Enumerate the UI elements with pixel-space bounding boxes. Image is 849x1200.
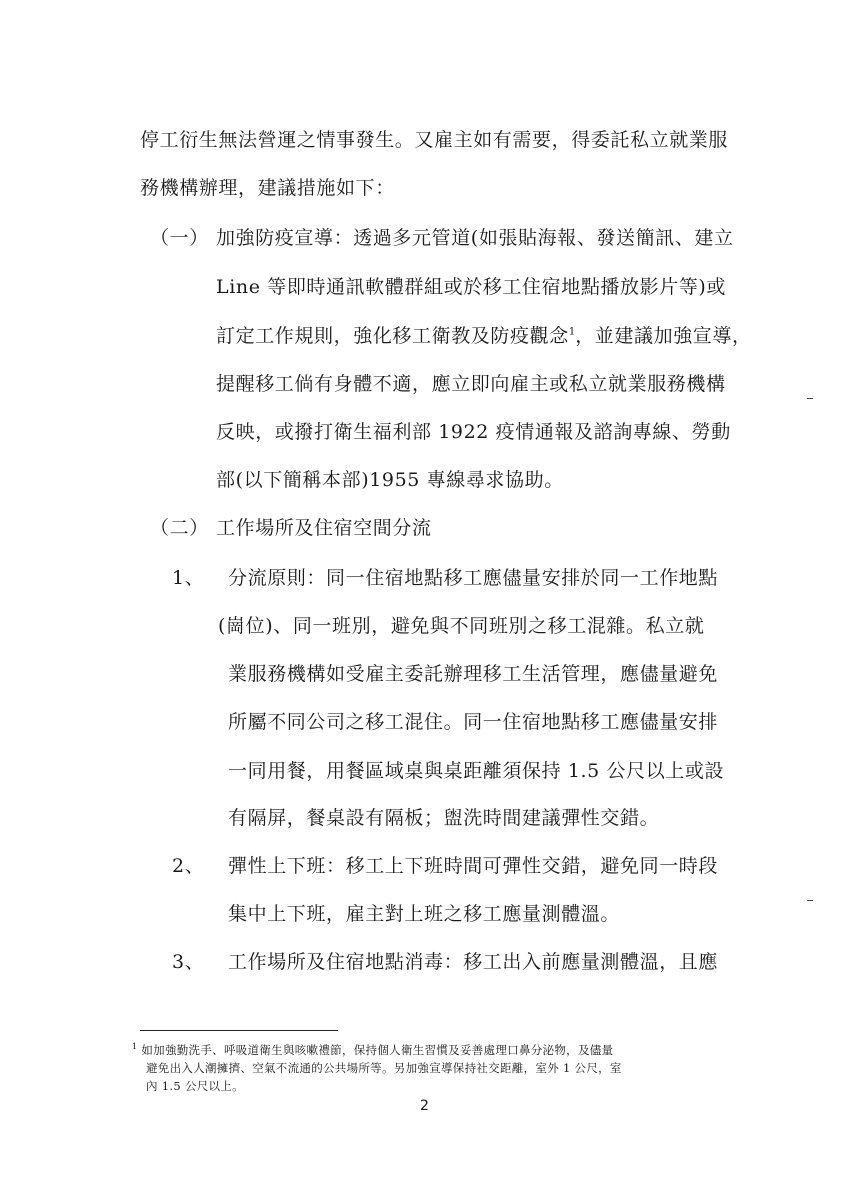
item-2-marker: 2、	[172, 855, 205, 877]
item-2-line-1: 彈性上下班：移工上下班時間可彈性交錯，避免同一時段	[228, 855, 719, 877]
item-1-line-6: 有隔屏，餐桌設有隔板；盥洗時間建議彈性交錯。	[228, 807, 660, 829]
footnote-divider	[140, 1030, 338, 1031]
scan-margin-mark	[807, 900, 813, 901]
section-1-line-3-text: 訂定工作規則，強化移工衛教及防疫觀念	[216, 325, 569, 347]
footnote-line-2: 避免出入人潮擁擠、空氣不流通的公共場所等。另加強宣導保持社交距離，室外 1 公尺，室	[146, 1061, 622, 1075]
section-2-marker: （二）	[150, 517, 209, 539]
footnote-reference: 1	[568, 326, 576, 338]
section-1-line-3	[216, 324, 752, 348]
section-1-line-6: 部(以下簡稱本部)1955 專線尋求協助。	[216, 469, 564, 491]
section-1-line-2: Line 等即時通訊軟體群組或於移工住宿地點播放影片等)或	[216, 276, 727, 298]
intro-line-2: 務機構辦理，建議措施如下：	[140, 177, 395, 199]
scan-margin-mark	[807, 398, 813, 399]
footnote-text-1: 如加強勤洗手、呼吸道衛生與咳嗽禮節，保持個人衛生習慣及妥善處理口鼻分泌物，及儘量	[141, 1043, 614, 1057]
item-1-line-5: 一同用餐，用餐區域桌與桌距離須保持 1.5 公尺以上或設	[228, 760, 725, 782]
item-1-marker: 1、	[172, 567, 205, 589]
item-1-line-2: (崗位)、同一班別，避免與不同班別之移工混雜。私立就	[218, 615, 705, 637]
page-number: 2	[420, 1098, 429, 1114]
item-1-line-3: 業服務機構如受雇主委託辦理移工生活管理，應儘量避免	[228, 663, 719, 685]
footnote-mark: 1	[132, 1042, 138, 1052]
item-3-line-1: 工作場所及住宿地點消毒：移工出入前應量測體溫，且應	[228, 951, 719, 973]
section-1-marker: （一）	[150, 227, 209, 249]
item-1-line-1: 分流原則：同一住宿地點移工應儘量安排於同一工作地點	[228, 567, 719, 589]
section-1-line-5: 反映，或撥打衛生福利部 1922 疫情通報及諮詢專線、勞動	[216, 421, 731, 443]
item-1-line-4: 所屬不同公司之移工混住。同一住宿地點移工應儘量安排	[228, 711, 719, 733]
section-1-line-3-tail: ，並建議加強宣導，	[575, 325, 752, 347]
footnote-line-3: 內 1.5 公尺以上。	[146, 1079, 244, 1093]
intro-line-1: 停工衍生無法營運之情事發生。又雇主如有需要，得委託私立就業服	[140, 129, 729, 151]
footnote-line-1	[132, 1042, 613, 1058]
section-1-line-1: 加強防疫宣導：透過多元管道(如張貼海報、發送簡訊、建立	[216, 227, 734, 249]
section-2-title: 工作場所及住宿空間分流	[216, 517, 432, 539]
item-2-line-2: 集中上下班，雇主對上班之移工應量測體溫。	[228, 903, 621, 925]
section-1-line-4: 提醒移工倘有身體不適，應立即向雇主或私立就業服務機構	[216, 373, 726, 395]
item-3-marker: 3、	[172, 951, 205, 973]
